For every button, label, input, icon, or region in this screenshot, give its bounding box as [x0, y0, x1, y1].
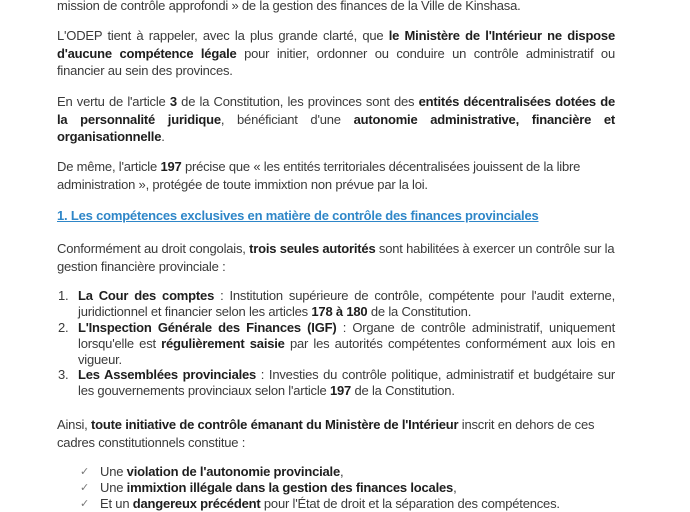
list-item-assemblees-provinciales: [58, 367, 615, 399]
text: De même, l'article: [57, 159, 161, 174]
list-item-title: Les Assemblées provinciales: [78, 367, 257, 382]
bold-text: immixtion illégale dans la gestion des finances locales: [126, 480, 454, 495]
text: pour l'État de droit et la séparation des compétences.: [260, 496, 560, 511]
section-heading-exclusive-competences: 1. Les compétences exclusives en matière de contrôle des finances provinciales: [57, 208, 539, 223]
bold-text: le Ministère de l'Intérieur ne dispose d'aucune compétence légale: [57, 28, 615, 61]
bold-text: 197: [329, 383, 352, 398]
text: précise que « les entités territoriales décentralisées jouissent de la libre administration », protégée de toute immixtion non prévue par la loi.: [57, 159, 581, 192]
text: inscrit en dehors de ces cadres constitutionnels constitue :: [57, 417, 595, 450]
bold-text: 197: [160, 159, 182, 174]
bold-text: violation de l'autonomie provinciale: [126, 464, 340, 479]
paragraph-article-197: [57, 158, 615, 193]
list-item-cour-des-comptes: [58, 288, 616, 320]
paragraph-odep-reminder: [57, 27, 615, 80]
text: par les autorités compétentes conformément aux lois en vigueur.: [78, 336, 615, 367]
intro-tail-text: mission de contrôle approfondi » de la gestion des finances de la Ville de Kinshasa.: [57, 0, 521, 13]
text: .: [161, 129, 165, 144]
list-item-title: L'Inspection Générale des Finances (IGF): [78, 320, 337, 335]
bold-text: autonomie administrative, financière et organisationnelle: [57, 111, 616, 144]
list-item-immixtion: [80, 480, 457, 496]
list-number: 2.: [58, 320, 69, 335]
text: Une: [100, 480, 127, 495]
text: de la Constitution, les provinces sont des: [176, 94, 419, 109]
paragraph-conclusion: [57, 416, 615, 451]
text: Et un: [100, 496, 133, 511]
bold-text: toute initiative de contrôle émanant du Ministère de l'Intérieur: [91, 417, 459, 432]
list-item-precedent: [80, 496, 560, 512]
text: pour initier, ordonner ou conduire un contrôle administratif ou financier au sein des provinces.: [57, 45, 615, 78]
list-item-title: La Cour des comptes: [78, 288, 215, 303]
intro-tail-paragraph: [57, 0, 615, 15]
list-number: 1.: [58, 288, 69, 303]
bold-text: régulièrement saisie: [161, 336, 285, 351]
list-item-violation: [80, 464, 344, 480]
bold-text: 178 à 180: [311, 304, 368, 319]
list-number: 3.: [58, 367, 69, 382]
text: Conformément au droit congolais,: [57, 241, 250, 256]
text: : Institution supérieure de contrôle, compétente pour l'audit externe, juridictionnel et financier selon les articles: [78, 288, 616, 319]
text: sont habilitées à exercer un contrôle sur la gestion financière provinciale :: [57, 241, 615, 274]
bold-text: dangereux précédent: [132, 496, 261, 511]
text: En vertu de l'article: [57, 94, 170, 109]
check-mark-icon: ✓: [80, 498, 90, 510]
text: ,: [340, 464, 344, 479]
text: : Investies du contrôle politique, administratif et budgétaire sur les gouvernements provinciaux selon l'article: [78, 367, 615, 398]
text: Ainsi,: [57, 417, 92, 432]
text: : Organe de contrôle administratif, uniquement lorsqu'elle est: [78, 320, 615, 351]
text: de la Constitution.: [351, 383, 455, 398]
text: L'ODEP tient à rappeler, avec la plus grande clarté, que: [57, 28, 389, 43]
check-mark-icon: ✓: [80, 482, 90, 494]
bold-text: trois seules autorités: [249, 241, 376, 256]
text: Une: [100, 464, 127, 479]
text: , bénéficiant d'une: [220, 111, 354, 127]
list-item-igf: [58, 320, 615, 368]
bold-text: 3: [169, 94, 177, 109]
bold-text: entités décentralisées dotées de la personnalité juridique: [57, 94, 615, 127]
paragraph-article-3: [57, 93, 615, 146]
check-mark-icon: ✓: [80, 466, 90, 478]
paragraph-three-authorities: [57, 240, 615, 275]
text: ,: [453, 480, 457, 495]
text: de la Constitution.: [367, 304, 472, 319]
